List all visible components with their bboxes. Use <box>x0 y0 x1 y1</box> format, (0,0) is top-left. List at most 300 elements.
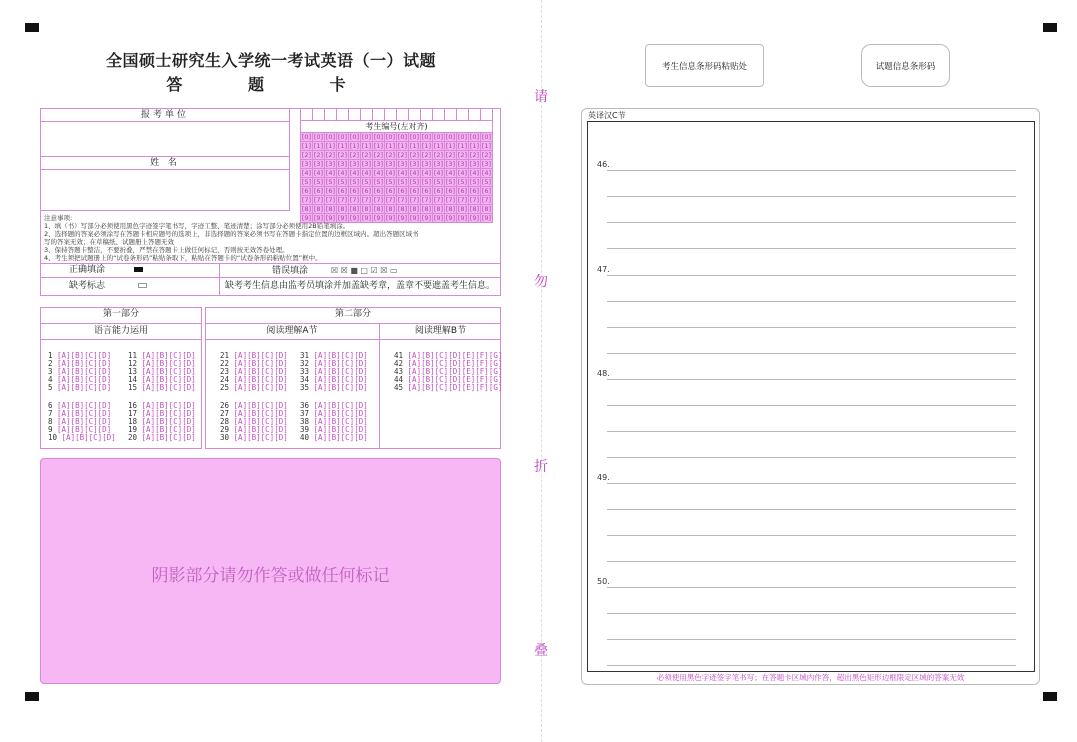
exam-no-bubble[interactable]: [6] <box>481 187 492 195</box>
option-bubble[interactable]: [C] <box>84 351 98 360</box>
option-bubble[interactable]: [B] <box>421 351 435 360</box>
exam-no-bubble[interactable]: [7] <box>457 196 468 204</box>
option-bubble[interactable]: [B] <box>327 351 341 360</box>
option-bubble[interactable]: [A] <box>141 401 156 410</box>
exam-no-bubble[interactable]: [2] <box>301 151 312 159</box>
exam-no-write-cell[interactable] <box>301 109 313 121</box>
exam-no-bubble[interactable]: [6] <box>361 187 372 195</box>
option-bubble[interactable]: [C] <box>168 409 183 418</box>
exam-no-bubble[interactable]: [8] <box>469 205 480 213</box>
exam-no-bubble[interactable]: [6] <box>421 187 432 195</box>
exam-no-bubble[interactable]: [3] <box>397 160 408 168</box>
exam-no-bubble[interactable]: [1] <box>385 142 396 150</box>
option-bubble[interactable]: [C] <box>260 375 275 384</box>
option-bubble[interactable]: [C] <box>168 417 183 426</box>
option-bubble[interactable]: [C] <box>84 359 98 368</box>
option-bubble[interactable]: [D] <box>274 367 288 376</box>
option-bubble[interactable]: [D] <box>448 383 462 392</box>
exam-no-bubble[interactable]: [2] <box>373 151 384 159</box>
exam-no-bubble[interactable]: [5] <box>349 178 360 186</box>
option-bubble[interactable]: [B] <box>70 383 85 392</box>
option-bubble[interactable]: [C] <box>260 359 275 368</box>
exam-no-write-cell[interactable] <box>445 109 457 121</box>
exam-no-bubble[interactable]: [6] <box>469 187 480 195</box>
exam-no-bubble[interactable]: [7] <box>397 196 408 204</box>
option-bubble[interactable]: [D] <box>97 351 112 360</box>
exam-no-bubble[interactable]: [9] <box>349 214 360 222</box>
exam-no-bubble[interactable]: [8] <box>337 205 348 213</box>
option-bubble[interactable]: [F] <box>475 351 489 360</box>
option-bubble[interactable]: [C] <box>260 401 275 410</box>
exam-no-bubble[interactable]: [6] <box>301 187 312 195</box>
option-bubble[interactable]: [D] <box>354 375 368 384</box>
option-bubble[interactable]: [A] <box>233 409 248 418</box>
option-bubble[interactable]: [D] <box>182 433 196 442</box>
exam-no-bubble[interactable]: [9] <box>397 214 408 222</box>
option-bubble[interactable]: [A] <box>141 359 156 368</box>
option-bubble[interactable]: [C] <box>168 401 183 410</box>
option-bubble[interactable]: [C] <box>340 417 355 426</box>
option-bubble[interactable]: [B] <box>247 433 261 442</box>
option-bubble[interactable]: [D] <box>97 401 112 410</box>
exam-no-bubble[interactable]: [9] <box>421 214 432 222</box>
exam-no-bubble[interactable]: [0] <box>349 133 360 141</box>
exam-no-bubble[interactable]: [4] <box>337 169 348 177</box>
exam-no-bubble[interactable]: [3] <box>373 160 384 168</box>
exam-no-bubble[interactable]: [6] <box>313 187 324 195</box>
answer-line[interactable] <box>607 327 1016 328</box>
answer-line[interactable] <box>607 509 1016 510</box>
option-bubble[interactable]: [G] <box>488 367 503 376</box>
option-bubble[interactable]: [A] <box>233 367 248 376</box>
exam-no-bubble[interactable]: [0] <box>457 133 468 141</box>
option-bubble[interactable]: [E] <box>461 383 476 392</box>
exam-no-bubble[interactable]: [4] <box>373 169 384 177</box>
option-bubble[interactable]: [A] <box>313 401 328 410</box>
option-bubble[interactable]: [A] <box>141 433 156 442</box>
option-bubble[interactable]: [G] <box>488 383 503 392</box>
exam-no-write-cell[interactable] <box>361 109 373 121</box>
exam-no-bubble[interactable]: [0] <box>481 133 492 141</box>
exam-no-bubble[interactable]: [8] <box>457 205 468 213</box>
option-bubble[interactable]: [B] <box>155 401 169 410</box>
exam-no-bubble[interactable]: [0] <box>337 133 348 141</box>
option-bubble[interactable]: [C] <box>260 409 275 418</box>
exam-no-bubble[interactable]: [9] <box>433 214 444 222</box>
option-bubble[interactable]: [E] <box>461 351 476 360</box>
option-bubble[interactable]: [D] <box>274 375 288 384</box>
option-bubble[interactable]: [C] <box>340 383 355 392</box>
unit-field[interactable] <box>40 121 290 157</box>
option-bubble[interactable]: [A] <box>313 417 328 426</box>
option-bubble[interactable]: [A] <box>407 383 422 392</box>
option-bubble[interactable]: [D] <box>448 351 462 360</box>
exam-no-write-cell[interactable] <box>421 109 433 121</box>
option-bubble[interactable]: [A] <box>407 359 422 368</box>
exam-no-bubble[interactable]: [0] <box>313 133 324 141</box>
exam-no-bubble[interactable]: [2] <box>325 151 336 159</box>
option-bubble[interactable]: [C] <box>340 425 355 434</box>
option-bubble[interactable]: [B] <box>327 433 341 442</box>
option-bubble[interactable]: [D] <box>354 401 368 410</box>
exam-no-bubble[interactable]: [7] <box>445 196 456 204</box>
answer-line[interactable] <box>607 248 1016 249</box>
option-bubble[interactable]: [B] <box>421 375 435 384</box>
option-bubble[interactable]: [A] <box>313 359 328 368</box>
option-bubble[interactable]: [D] <box>182 351 196 360</box>
exam-no-bubble[interactable]: [6] <box>409 187 420 195</box>
option-bubble[interactable]: [D] <box>182 375 196 384</box>
exam-no-bubble[interactable]: [0] <box>421 133 432 141</box>
option-bubble[interactable]: [A] <box>61 433 76 442</box>
option-bubble[interactable]: [F] <box>475 359 489 368</box>
option-bubble[interactable]: [D] <box>354 351 368 360</box>
option-bubble[interactable]: [D] <box>102 433 116 442</box>
option-bubble[interactable]: [C] <box>168 359 183 368</box>
exam-no-bubble[interactable]: [2] <box>469 151 480 159</box>
exam-no-bubble[interactable]: [3] <box>361 160 372 168</box>
option-bubble[interactable]: [D] <box>182 367 196 376</box>
option-bubble[interactable]: [B] <box>327 425 341 434</box>
exam-no-bubble[interactable]: [1] <box>481 142 492 150</box>
exam-no-bubble[interactable]: [0] <box>373 133 384 141</box>
option-bubble[interactable]: [A] <box>313 375 328 384</box>
option-bubble[interactable]: [B] <box>247 417 261 426</box>
answer-line[interactable] <box>607 535 1016 536</box>
exam-no-bubble[interactable]: [0] <box>385 133 396 141</box>
answer-line[interactable] <box>607 561 1016 562</box>
exam-no-bubble[interactable]: [6] <box>325 187 336 195</box>
exam-no-bubble[interactable]: [4] <box>301 169 312 177</box>
option-bubble[interactable]: [G] <box>488 375 503 384</box>
option-bubble[interactable]: [C] <box>84 409 98 418</box>
option-bubble[interactable]: [D] <box>448 375 462 384</box>
answer-line[interactable] <box>607 353 1016 354</box>
option-bubble[interactable]: [C] <box>168 433 183 442</box>
exam-no-bubble[interactable]: [7] <box>409 196 420 204</box>
option-bubble[interactable]: [B] <box>70 375 85 384</box>
exam-no-write-cell[interactable] <box>433 109 445 121</box>
exam-no-bubble[interactable]: [7] <box>433 196 444 204</box>
exam-no-bubble[interactable]: [5] <box>373 178 384 186</box>
exam-no-bubble[interactable]: [7] <box>481 196 492 204</box>
option-bubble[interactable]: [C] <box>340 409 355 418</box>
exam-no-bubble[interactable]: [4] <box>313 169 324 177</box>
answer-line[interactable] <box>607 379 1016 380</box>
exam-no-write-cell[interactable] <box>409 109 421 121</box>
exam-no-bubble[interactable]: [7] <box>469 196 480 204</box>
exam-no-bubble[interactable]: [6] <box>373 187 384 195</box>
option-bubble[interactable]: [A] <box>57 375 71 384</box>
exam-no-bubble[interactable]: [0] <box>433 133 444 141</box>
exam-no-bubble[interactable]: [2] <box>313 151 324 159</box>
option-bubble[interactable]: [B] <box>327 375 341 384</box>
option-bubble[interactable]: [C] <box>340 401 355 410</box>
exam-no-write-cell[interactable] <box>469 109 481 121</box>
answer-line[interactable] <box>607 483 1016 484</box>
option-bubble[interactable]: [C] <box>168 375 183 384</box>
option-bubble[interactable]: [C] <box>84 367 98 376</box>
exam-no-bubble[interactable]: [4] <box>433 169 444 177</box>
exam-no-bubble[interactable]: [4] <box>445 169 456 177</box>
option-bubble[interactable]: [A] <box>233 433 248 442</box>
option-bubble[interactable]: [E] <box>461 375 476 384</box>
exam-no-bubble[interactable]: [5] <box>445 178 456 186</box>
exam-no-bubble[interactable]: [5] <box>421 178 432 186</box>
exam-no-bubble[interactable]: [5] <box>385 178 396 186</box>
option-bubble[interactable]: [C] <box>434 367 449 376</box>
exam-no-bubble[interactable]: [3] <box>337 160 348 168</box>
option-bubble[interactable]: [D] <box>274 383 288 392</box>
option-bubble[interactable]: [D] <box>97 425 112 434</box>
exam-no-bubble[interactable]: [9] <box>325 214 336 222</box>
exam-no-bubble[interactable]: [4] <box>481 169 492 177</box>
exam-no-bubble[interactable]: [5] <box>313 178 324 186</box>
option-bubble[interactable]: [C] <box>84 425 98 434</box>
exam-no-bubble[interactable]: [3] <box>481 160 492 168</box>
option-bubble[interactable]: [D] <box>97 367 112 376</box>
exam-no-bubble[interactable]: [2] <box>337 151 348 159</box>
option-bubble[interactable]: [D] <box>354 417 368 426</box>
option-bubble[interactable]: [F] <box>475 383 489 392</box>
answer-line[interactable] <box>607 639 1016 640</box>
option-bubble[interactable]: [C] <box>434 383 449 392</box>
exam-no-bubble[interactable]: [4] <box>457 169 468 177</box>
option-bubble[interactable]: [D] <box>97 383 112 392</box>
exam-no-bubble[interactable]: [1] <box>397 142 408 150</box>
option-bubble[interactable]: [B] <box>155 409 169 418</box>
option-bubble[interactable]: [A] <box>57 409 71 418</box>
exam-no-bubble[interactable]: [5] <box>301 178 312 186</box>
exam-no-bubble[interactable]: [4] <box>397 169 408 177</box>
option-bubble[interactable]: [C] <box>434 359 449 368</box>
option-bubble[interactable]: [A] <box>233 383 248 392</box>
option-bubble[interactable]: [A] <box>57 425 71 434</box>
absent-box[interactable] <box>138 283 147 288</box>
option-bubble[interactable]: [D] <box>274 417 288 426</box>
option-bubble[interactable]: [C] <box>84 401 98 410</box>
option-bubble[interactable]: [C] <box>168 367 183 376</box>
exam-no-bubble[interactable]: [3] <box>433 160 444 168</box>
exam-no-write-cell[interactable] <box>373 109 385 121</box>
exam-no-bubble[interactable]: [2] <box>349 151 360 159</box>
exam-no-write-cell[interactable] <box>397 109 409 121</box>
exam-no-bubble[interactable]: [5] <box>361 178 372 186</box>
exam-no-bubble[interactable]: [9] <box>301 214 312 222</box>
option-bubble[interactable]: [B] <box>70 367 85 376</box>
option-bubble[interactable]: [C] <box>260 367 275 376</box>
exam-no-bubble[interactable]: [2] <box>361 151 372 159</box>
exam-no-bubble[interactable]: [1] <box>313 142 324 150</box>
answer-line[interactable] <box>607 665 1016 666</box>
option-bubble[interactable]: [A] <box>313 383 328 392</box>
exam-no-bubble[interactable]: [8] <box>361 205 372 213</box>
option-bubble[interactable]: [B] <box>155 359 169 368</box>
exam-no-bubble[interactable]: [3] <box>325 160 336 168</box>
exam-no-bubble[interactable]: [6] <box>445 187 456 195</box>
exam-no-write-cell[interactable] <box>385 109 397 121</box>
option-bubble[interactable]: [D] <box>354 359 368 368</box>
exam-no-bubble[interactable]: [3] <box>457 160 468 168</box>
exam-no-bubble[interactable]: [7] <box>313 196 324 204</box>
option-bubble[interactable]: [D] <box>182 409 196 418</box>
option-bubble[interactable]: [D] <box>448 359 462 368</box>
option-bubble[interactable]: [C] <box>340 351 355 360</box>
option-bubble[interactable]: [A] <box>233 359 248 368</box>
option-bubble[interactable]: [B] <box>247 425 261 434</box>
option-bubble[interactable]: [D] <box>354 383 368 392</box>
option-bubble[interactable]: [D] <box>182 425 196 434</box>
translation-answer-box[interactable] <box>587 121 1035 672</box>
option-bubble[interactable]: [A] <box>313 433 328 442</box>
name-field[interactable] <box>40 169 290 211</box>
exam-no-bubble[interactable]: [5] <box>469 178 480 186</box>
option-bubble[interactable]: [A] <box>233 425 248 434</box>
exam-no-bubble[interactable]: [3] <box>445 160 456 168</box>
option-bubble[interactable]: [D] <box>354 425 368 434</box>
option-bubble[interactable]: [B] <box>155 433 169 442</box>
exam-no-write-cell[interactable] <box>337 109 349 121</box>
exam-no-bubble[interactable]: [1] <box>361 142 372 150</box>
answer-line[interactable] <box>607 170 1016 171</box>
option-bubble[interactable]: [A] <box>313 351 328 360</box>
exam-no-bubble[interactable]: [7] <box>325 196 336 204</box>
exam-no-bubble[interactable]: [1] <box>457 142 468 150</box>
exam-no-bubble[interactable]: [5] <box>457 178 468 186</box>
option-bubble[interactable]: [A] <box>313 367 328 376</box>
option-bubble[interactable]: [C] <box>340 359 355 368</box>
exam-no-bubble[interactable]: [9] <box>445 214 456 222</box>
exam-no-bubble[interactable]: [5] <box>409 178 420 186</box>
option-bubble[interactable]: [D] <box>97 359 112 368</box>
exam-no-bubble[interactable]: [0] <box>361 133 372 141</box>
exam-no-write-cell[interactable] <box>481 109 493 121</box>
answer-line[interactable] <box>607 222 1016 223</box>
exam-no-write-cell[interactable] <box>349 109 361 121</box>
option-bubble[interactable]: [E] <box>461 359 476 368</box>
exam-no-bubble[interactable]: [2] <box>409 151 420 159</box>
option-bubble[interactable]: [C] <box>168 425 183 434</box>
exam-no-bubble[interactable]: [7] <box>373 196 384 204</box>
option-bubble[interactable]: [B] <box>327 359 341 368</box>
exam-no-bubble[interactable]: [1] <box>469 142 480 150</box>
option-bubble[interactable]: [D] <box>274 351 288 360</box>
exam-no-bubble[interactable]: [4] <box>325 169 336 177</box>
option-bubble[interactable]: [B] <box>327 383 341 392</box>
exam-no-bubble[interactable]: [5] <box>433 178 444 186</box>
exam-no-bubble[interactable]: [6] <box>433 187 444 195</box>
exam-no-bubble[interactable]: [8] <box>433 205 444 213</box>
exam-no-bubble[interactable]: [6] <box>385 187 396 195</box>
answer-line[interactable] <box>607 613 1016 614</box>
option-bubble[interactable]: [A] <box>57 383 71 392</box>
option-bubble[interactable]: [A] <box>57 351 71 360</box>
exam-no-bubble[interactable]: [8] <box>349 205 360 213</box>
exam-no-bubble[interactable]: [8] <box>421 205 432 213</box>
option-bubble[interactable]: [A] <box>141 375 156 384</box>
exam-no-write-cell[interactable] <box>457 109 469 121</box>
option-bubble[interactable]: [D] <box>97 417 112 426</box>
option-bubble[interactable]: [A] <box>233 351 248 360</box>
option-bubble[interactable]: [B] <box>421 367 435 376</box>
exam-no-bubble[interactable]: [5] <box>325 178 336 186</box>
answer-line[interactable] <box>607 457 1016 458</box>
option-bubble[interactable]: [A] <box>141 409 156 418</box>
exam-no-bubble[interactable]: [3] <box>313 160 324 168</box>
exam-no-bubble[interactable]: [7] <box>301 196 312 204</box>
exam-no-bubble[interactable]: [1] <box>337 142 348 150</box>
option-bubble[interactable]: [C] <box>260 351 275 360</box>
option-bubble[interactable]: [C] <box>340 433 355 442</box>
exam-no-bubble[interactable]: [1] <box>445 142 456 150</box>
option-bubble[interactable]: [C] <box>260 425 275 434</box>
option-bubble[interactable]: [B] <box>247 351 261 360</box>
option-bubble[interactable]: [B] <box>327 401 341 410</box>
option-bubble[interactable]: [B] <box>70 425 85 434</box>
option-bubble[interactable]: [B] <box>155 425 169 434</box>
exam-no-bubble[interactable]: [9] <box>385 214 396 222</box>
option-bubble[interactable]: [D] <box>354 433 368 442</box>
exam-no-bubble[interactable]: [5] <box>397 178 408 186</box>
option-bubble[interactable]: [B] <box>247 367 261 376</box>
option-bubble[interactable]: [D] <box>182 383 196 392</box>
exam-no-bubble[interactable]: [8] <box>325 205 336 213</box>
option-bubble[interactable]: [B] <box>155 383 169 392</box>
exam-no-bubble[interactable]: [2] <box>457 151 468 159</box>
option-bubble[interactable]: [C] <box>84 375 98 384</box>
exam-no-bubble[interactable]: [6] <box>397 187 408 195</box>
exam-no-bubble[interactable]: [2] <box>481 151 492 159</box>
exam-no-bubble[interactable]: [7] <box>385 196 396 204</box>
answer-line[interactable] <box>607 196 1016 197</box>
option-bubble[interactable]: [D] <box>274 401 288 410</box>
exam-no-bubble[interactable]: [4] <box>361 169 372 177</box>
exam-no-bubble[interactable]: [9] <box>409 214 420 222</box>
exam-no-bubble[interactable]: [5] <box>337 178 348 186</box>
option-bubble[interactable]: [B] <box>70 401 85 410</box>
option-bubble[interactable]: [D] <box>274 425 288 434</box>
exam-no-bubble[interactable]: [7] <box>421 196 432 204</box>
option-bubble[interactable]: [F] <box>475 367 489 376</box>
option-bubble[interactable]: [B] <box>247 383 261 392</box>
exam-no-bubble[interactable]: [1] <box>433 142 444 150</box>
option-bubble[interactable]: [B] <box>70 409 85 418</box>
exam-no-bubble[interactable]: [4] <box>349 169 360 177</box>
option-bubble[interactable]: [A] <box>141 383 156 392</box>
exam-no-bubble[interactable]: [3] <box>385 160 396 168</box>
exam-no-bubble[interactable]: [8] <box>481 205 492 213</box>
option-bubble[interactable]: [C] <box>88 433 103 442</box>
option-bubble[interactable]: [A] <box>313 409 328 418</box>
exam-no-write-cell[interactable] <box>313 109 325 121</box>
option-bubble[interactable]: [A] <box>407 367 422 376</box>
option-bubble[interactable]: [C] <box>260 383 275 392</box>
option-bubble[interactable]: [D] <box>274 433 288 442</box>
exam-no-bubble[interactable]: [6] <box>349 187 360 195</box>
option-bubble[interactable]: [A] <box>141 351 156 360</box>
option-bubble[interactable]: [C] <box>168 351 183 360</box>
exam-no-bubble[interactable]: [9] <box>373 214 384 222</box>
exam-no-bubble[interactable]: [5] <box>481 178 492 186</box>
exam-no-bubble[interactable]: [4] <box>385 169 396 177</box>
answer-line[interactable] <box>607 275 1016 276</box>
option-bubble[interactable]: [B] <box>70 359 85 368</box>
option-bubble[interactable]: [D] <box>97 409 112 418</box>
option-bubble[interactable]: [C] <box>168 383 183 392</box>
option-bubble[interactable]: [C] <box>260 433 275 442</box>
exam-no-bubble[interactable]: [1] <box>325 142 336 150</box>
exam-no-bubble[interactable]: [4] <box>469 169 480 177</box>
